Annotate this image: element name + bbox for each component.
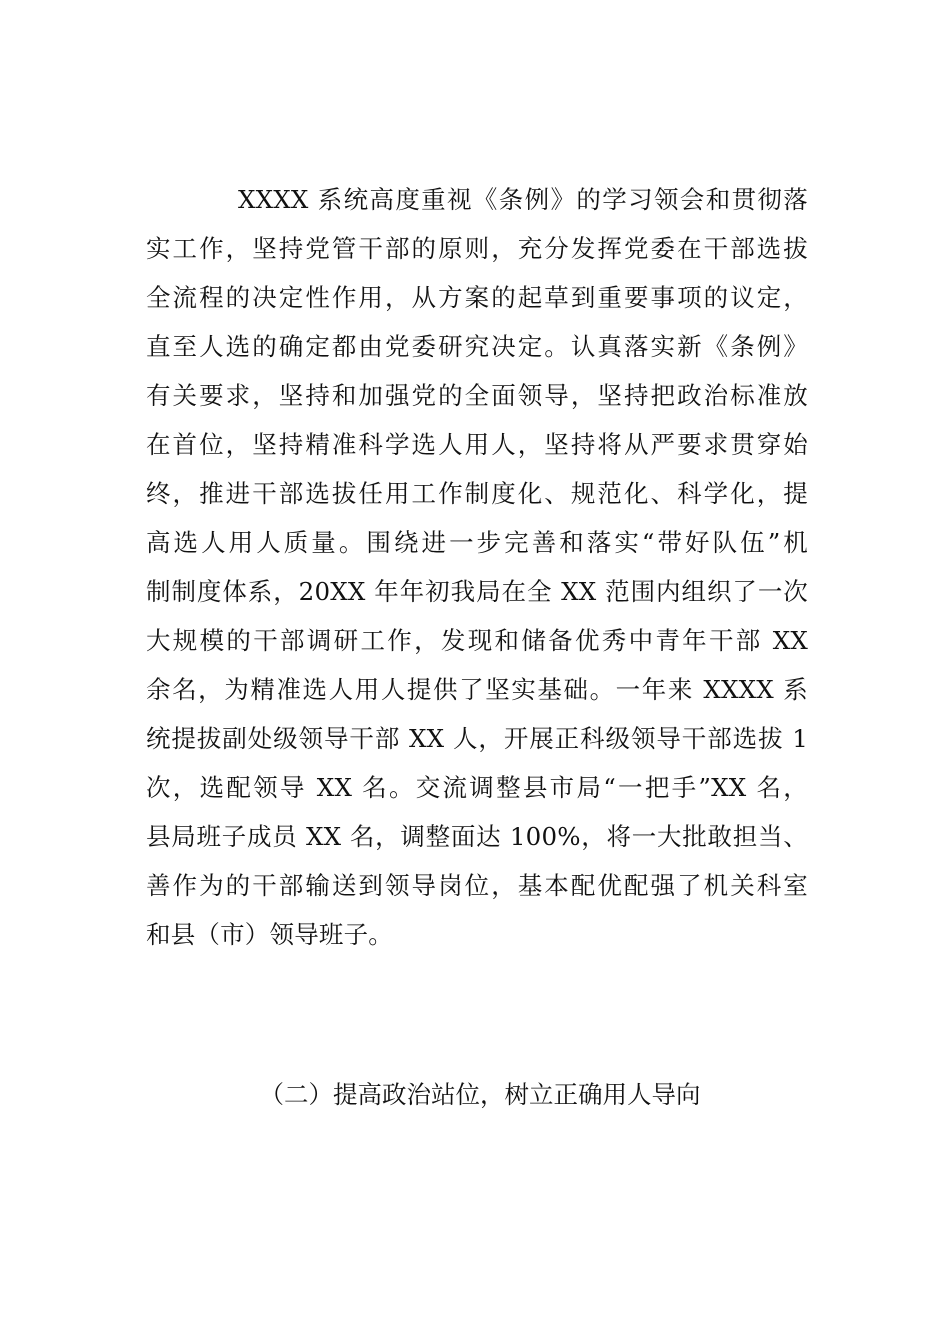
paragraph-line: 高选人用人质量。围绕进一步完善和落实“带好队伍”机	[146, 528, 808, 557]
paragraph-line: XXXX 系统高度重视《条例》的学习领会和贯彻落	[238, 185, 808, 214]
paragraph-line: 大规模的干部调研工作，发现和储备优秀中青年干部 XX	[146, 626, 808, 655]
paragraph-line: 县局班子成员 XX 名，调整面达 100%，将一大批敢担当、	[146, 822, 808, 851]
section-heading: （二）提高政治站位，树立正确用人导向	[259, 1080, 701, 1109]
paragraph-line: 终，推进干部选拔任用工作制度化、规范化、科学化，提	[146, 479, 808, 508]
body-paragraph	[146, 175, 808, 959]
paragraph-line: 统提拔副处级领导干部 XX 人，开展正科级领导干部选拔 1	[146, 724, 808, 753]
paragraph-line: 在首位，坚持精准科学选人用人，坚持将从严要求贯穿始	[146, 430, 808, 459]
paragraph-line: 和县（市）领导班子。	[146, 920, 393, 949]
paragraph-line: 有关要求，坚持和加强党的全面领导，坚持把政治标准放	[146, 381, 808, 410]
paragraph-line: 善作为的干部输送到领导岗位，基本配优配强了机关科室	[146, 871, 808, 900]
paragraph-line: 直至人选的确定都由党委研究决定。认真落实新《条例》	[146, 332, 808, 361]
paragraph-line: 实工作，坚持党管干部的原则，充分发挥党委在干部选拔	[146, 234, 808, 263]
paragraph-line: 余名，为精准选人用人提供了坚实基础。一年来 XXXX 系	[146, 675, 808, 704]
paragraph-line: 全流程的决定性作用，从方案的起草到重要事项的议定，	[146, 283, 808, 312]
paragraph-line: 次，选配领导 XX 名。交流调整县市局“一把手”XX 名，	[146, 773, 808, 802]
paragraph-line: 制制度体系，20XX 年年初我局在全 XX 范围内组织了一次	[146, 577, 808, 606]
